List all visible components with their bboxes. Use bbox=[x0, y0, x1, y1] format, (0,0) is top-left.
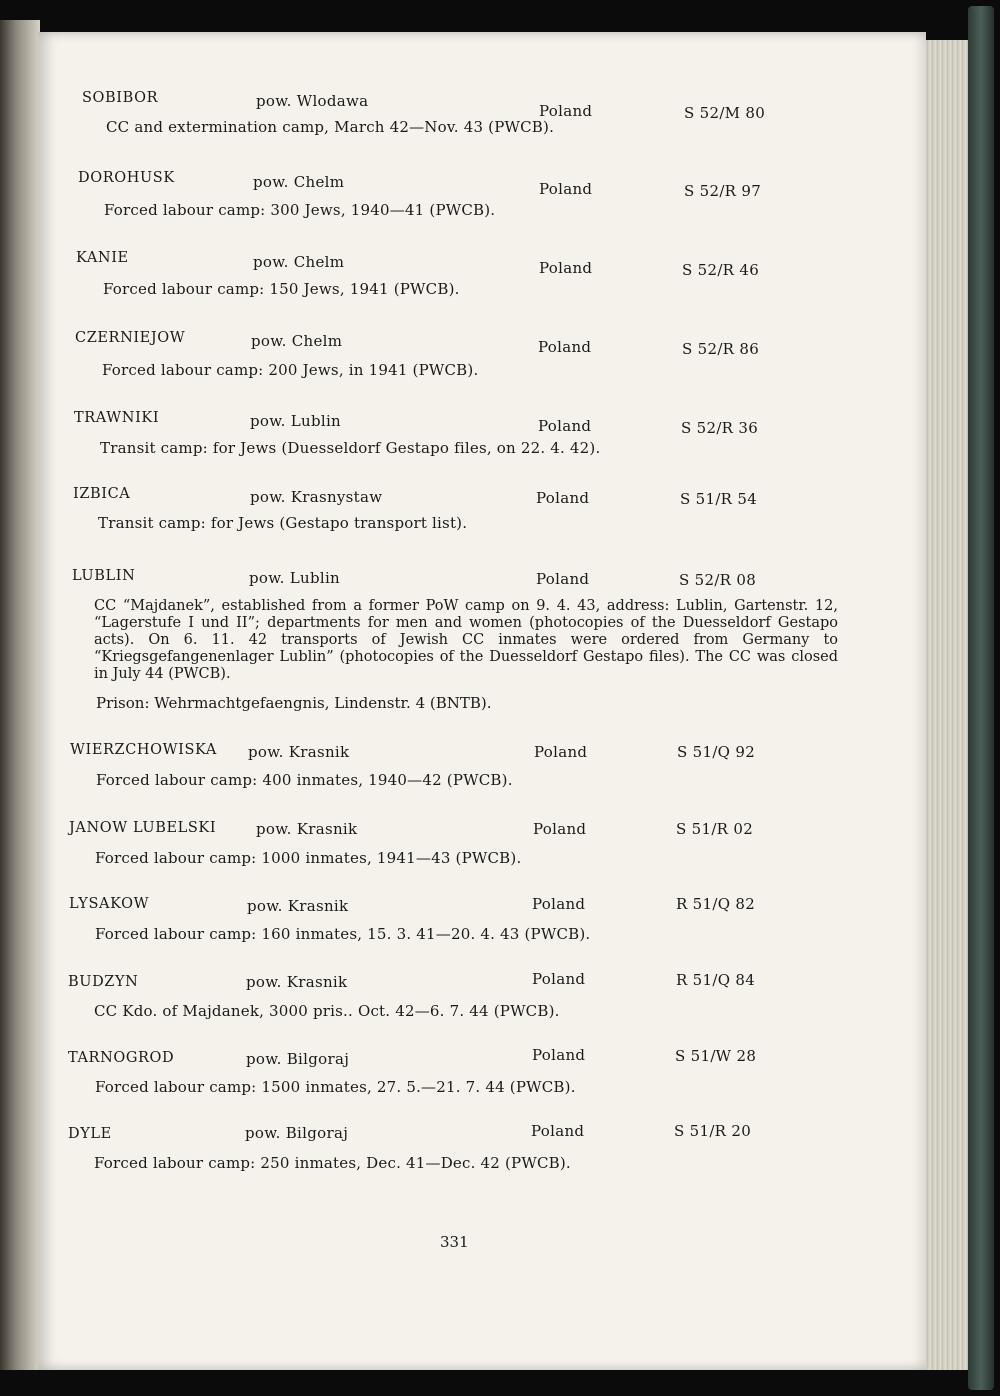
district: pow. Krasnik bbox=[246, 973, 348, 991]
description: Forced labour camp: 200 Jews, in 1941 (PWCB). bbox=[102, 361, 479, 379]
grid-reference: S 51/R 20 bbox=[674, 1122, 752, 1140]
location-name: DYLE bbox=[68, 1126, 112, 1142]
description: Forced labour camp: 1000 inmates, 1941—43 (PWCB). bbox=[95, 849, 522, 867]
country: Poland bbox=[539, 180, 593, 198]
country: Poland bbox=[532, 895, 586, 913]
grid-reference: S 52/R 36 bbox=[681, 419, 759, 437]
description: Forced labour camp: 150 Jews, 1941 (PWCB). bbox=[103, 280, 460, 298]
country: Poland bbox=[532, 970, 586, 988]
description: Forced labour camp: 1500 inmates, 27. 5.—21. 7. 44 (PWCB). bbox=[95, 1078, 576, 1096]
country: Poland bbox=[532, 1046, 586, 1064]
book-page bbox=[38, 32, 926, 1370]
location-name: JANOW LUBELSKI bbox=[69, 820, 217, 836]
district: pow. Krasnik bbox=[256, 820, 358, 838]
location-name: BUDZYN bbox=[68, 974, 139, 990]
district: pow. Bilgoraj bbox=[245, 1124, 349, 1142]
district: pow. Chelm bbox=[253, 253, 345, 271]
country: Poland bbox=[539, 102, 593, 120]
district: pow. Krasnik bbox=[247, 897, 349, 915]
location-name: WIERZCHOWISKA bbox=[70, 742, 217, 758]
country: Poland bbox=[534, 743, 588, 761]
location-name: SOBIBOR bbox=[82, 90, 159, 106]
district: pow. Krasnik bbox=[248, 743, 350, 761]
grid-reference: S 52/M 80 bbox=[684, 104, 766, 122]
district: pow. Chelm bbox=[251, 332, 343, 350]
district: pow. Wlodawa bbox=[256, 92, 369, 110]
description: Forced labour camp: 400 inmates, 1940—42 (PWCB). bbox=[96, 771, 513, 789]
description: Transit camp: for Jews (Gestapo transport list). bbox=[98, 514, 468, 532]
grid-reference: S 52/R 97 bbox=[684, 182, 762, 200]
grid-reference: R 51/Q 82 bbox=[676, 895, 756, 913]
grid-reference: S 52/R 46 bbox=[682, 261, 760, 279]
page-edges bbox=[924, 40, 972, 1370]
description: Forced labour camp: 300 Jews, 1940—41 (PWCB). bbox=[104, 201, 496, 219]
country: Poland bbox=[536, 570, 590, 588]
country: Poland bbox=[533, 820, 587, 838]
grid-reference: S 52/R 86 bbox=[682, 340, 760, 358]
district: pow. Lublin bbox=[249, 569, 341, 587]
description: Forced labour camp: 250 inmates, Dec. 41—Dec. 42 (PWCB). bbox=[94, 1154, 571, 1172]
location-name: IZBICA bbox=[73, 486, 131, 502]
grid-reference: S 51/R 54 bbox=[680, 490, 758, 508]
location-name: LUBLIN bbox=[72, 568, 136, 584]
district: pow. Chelm bbox=[253, 173, 345, 191]
page-number: 331 bbox=[440, 1233, 469, 1251]
location-name: DOROHUSK bbox=[78, 170, 175, 186]
lublin-description: CC “Majdanek”, established from a former PoW camp on 9. 4. 43, address: Lublin, Gartenstr. 12, “Lagerstufe I und II”; departments for men and women (photocopies of the Duesseldorf Gestapo acts). On 6. 11. 42 transports of Jewish CC inmates were ordered from Germany to “Kriegsgefangenenlager Lublin” (photocopies of the Duesseldorf Gestapo files). The CC was closed in July 44 (PWCB). bbox=[94, 598, 838, 682]
location-name: LYSAKOW bbox=[69, 896, 150, 912]
country: Poland bbox=[531, 1122, 585, 1140]
country: Poland bbox=[539, 259, 593, 277]
grid-reference: S 51/W 28 bbox=[675, 1047, 757, 1065]
description: CC Kdo. of Majdanek, 3000 pris.. Oct. 42—6. 7. 44 (PWCB). bbox=[94, 1002, 560, 1020]
location-name: CZERNIEJOW bbox=[75, 330, 186, 346]
description: Transit camp: for Jews (Duesseldorf Gestapo files, on 22. 4. 42). bbox=[100, 439, 601, 457]
district: pow. Krasnystaw bbox=[250, 488, 383, 506]
grid-reference: S 51/Q 92 bbox=[677, 743, 756, 761]
country: Poland bbox=[538, 417, 592, 435]
description: Forced labour camp: 160 inmates, 15. 3. 41—20. 4. 43 (PWCB). bbox=[95, 925, 591, 943]
location-name: TARNOGROD bbox=[68, 1050, 175, 1066]
grid-reference: S 51/R 02 bbox=[676, 820, 754, 838]
description: CC and extermination camp, March 42—Nov. 43 (PWCB). bbox=[106, 118, 555, 136]
district: pow. Lublin bbox=[250, 412, 342, 430]
lublin-prison: Prison: Wehrmachtgefaengnis, Lindenstr. 4 (BNTB). bbox=[96, 694, 492, 712]
grid-reference: S 52/R 08 bbox=[679, 571, 757, 589]
country: Poland bbox=[536, 489, 590, 507]
grid-reference: R 51/Q 84 bbox=[676, 971, 756, 989]
location-name: KANIE bbox=[76, 250, 129, 266]
district: pow. Bilgoraj bbox=[246, 1050, 350, 1068]
country: Poland bbox=[538, 338, 592, 356]
book-cover-edge bbox=[968, 6, 994, 1390]
location-name: TRAWNIKI bbox=[74, 410, 160, 426]
book-spine-left bbox=[0, 20, 40, 1370]
